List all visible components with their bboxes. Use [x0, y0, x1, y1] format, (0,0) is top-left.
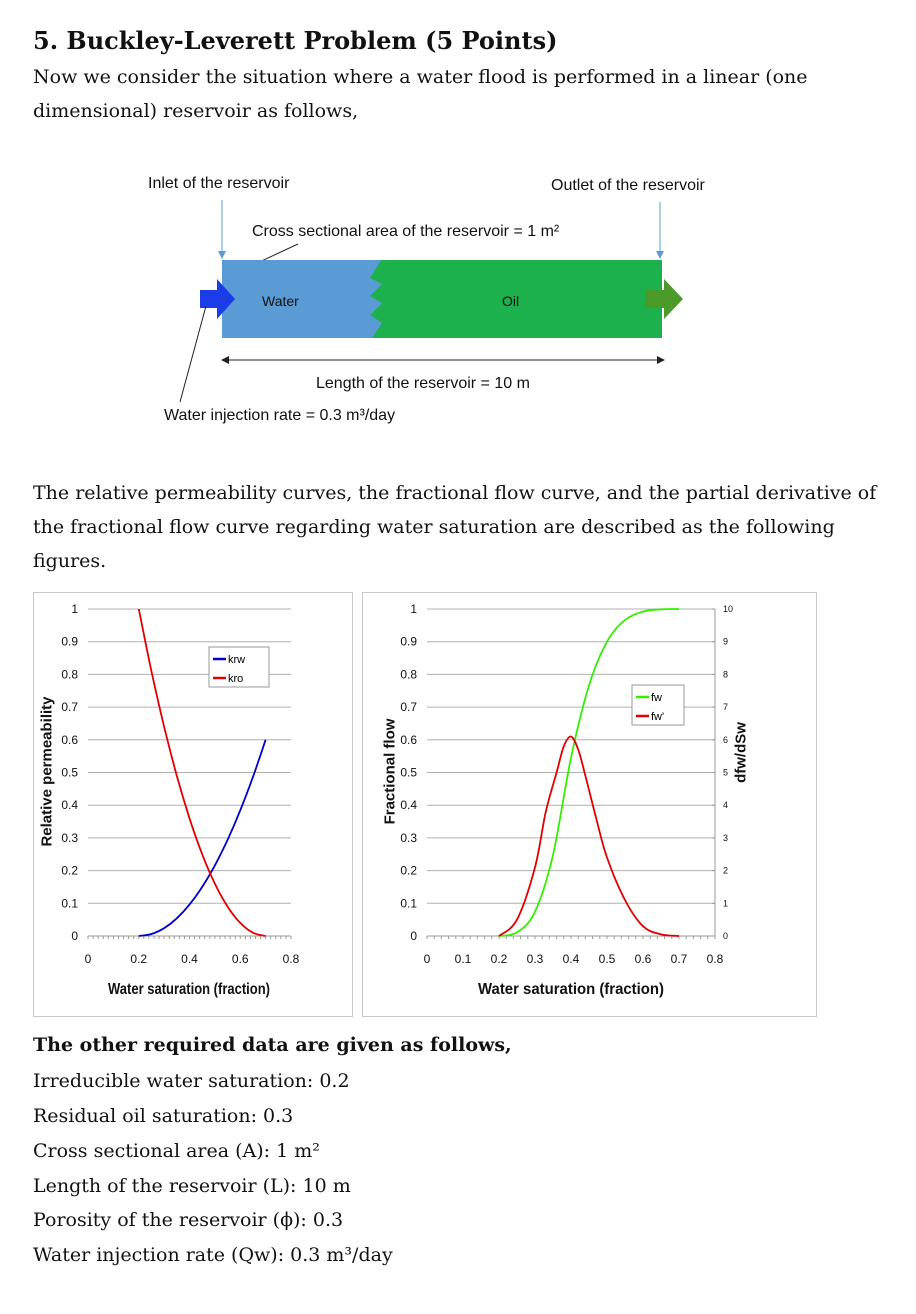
water-zone: [222, 260, 382, 338]
intro-paragraph: Now we consider the situation where a water flood is performed in a linear (one dimensional) reservoir as follows,: [33, 66, 808, 122]
other-data-heading: The other required data are given as follows,: [33, 1034, 512, 1056]
given-irreducible-water: Irreducible water saturation: 0.2: [33, 1070, 350, 1092]
c2-y-tick-label: 0.1: [400, 896, 417, 911]
c1-x-tick-label: 0.2: [130, 952, 148, 966]
c2-y-tick-label: 0.8: [400, 667, 417, 682]
relperm-y-axis-title: Relative permeability: [38, 696, 56, 847]
water-label: Water: [262, 293, 299, 309]
c2-y2-tick-label: 0: [723, 931, 729, 941]
c2-x-tick-label: 0.6: [634, 952, 652, 966]
c1-y-tick-label: 0.3: [61, 830, 78, 845]
c1-y-tick-label: 0: [71, 929, 78, 943]
given-porosity: Porosity of the reservoir (ϕ): 0.3: [33, 1209, 344, 1231]
given-residual-oil: Residual oil saturation: 0.3: [33, 1105, 294, 1127]
c2-y-tick-label: 0.3: [400, 830, 417, 845]
oil-label: Oil: [502, 293, 520, 309]
c1-x-tick-label: 0.4: [181, 952, 198, 966]
c2-y2-tick-label: 4: [723, 800, 729, 811]
c2-x-tick-label: 0.4: [562, 952, 580, 966]
c2-x-tick-label: 0.2: [490, 952, 508, 966]
given-length: Length of the reservoir (L): 10 m: [33, 1175, 351, 1197]
reservoir-schematic: [0, 160, 916, 440]
c2-y-tick-label: 0.5: [400, 765, 417, 780]
c2-y-tick-label: 0.7: [400, 700, 417, 715]
c2-x-tick-label: 0.1: [454, 952, 472, 966]
c2-x-tick-label: 0.7: [670, 952, 688, 966]
c2-x-tick-label: 0.5: [598, 952, 616, 966]
c2-y2-tick-label: 9: [723, 636, 729, 647]
fractional-flow-chart: [362, 592, 817, 1017]
c2-y-tick-label: 0.2: [400, 863, 417, 878]
area-label: Cross sectional area of the reservoir = 1 m²: [252, 223, 560, 240]
c1-y-tick-label: 0.8: [61, 667, 78, 682]
c2-y-tick-label: 1: [410, 602, 417, 616]
legend-kro-label: kro: [228, 673, 244, 685]
given-injection-rate: Water injection rate (Qw): 0.3 m³/day: [33, 1244, 393, 1266]
c2-y-tick-label: 0.4: [400, 798, 417, 813]
c1-y-tick-label: 0.7: [61, 700, 78, 715]
relperm-legend: [209, 647, 269, 687]
c1-x-tick-label: 0.8: [282, 952, 300, 966]
c2-y2-tick-label: 8: [723, 669, 729, 680]
length-label: Length of the reservoir = 10 m: [316, 375, 530, 392]
injection-pointer: [180, 306, 206, 402]
c2-x-tick-label: 0: [423, 952, 431, 966]
c2-y2-tick-label: 6: [723, 734, 729, 745]
fractional-flow-x-axis-label: Water saturation (fraction): [478, 981, 664, 998]
c1-x-tick-label: 0: [84, 952, 92, 966]
fractional-flow-y-axis-title: Fractional flow: [381, 718, 399, 825]
c1-x-tick-label: 0.6: [231, 952, 249, 966]
section-title: 5. Buckley-Leverett Problem (5 Points): [33, 26, 558, 55]
c1-y-tick-label: 0.2: [61, 863, 78, 878]
c1-y-tick-label: 0.9: [61, 634, 78, 649]
c2-y-tick-label: 0.9: [400, 634, 417, 649]
legend-fw-label: fw: [651, 692, 662, 704]
c2-y-tick-label: 0.6: [400, 732, 417, 747]
c2-y2-tick-label: 3: [723, 832, 729, 843]
c2-y2-tick-label: 2: [723, 865, 729, 876]
c1-y-tick-label: 0.1: [61, 896, 78, 911]
outlet-label: Outlet of the reservoir: [551, 177, 705, 194]
legend-fwprime-label: fw': [651, 711, 665, 723]
c2-y2-tick-label: 1: [723, 898, 729, 909]
c2-y2-tick-label: 7: [723, 702, 729, 713]
given-area: Cross sectional area (A): 1 m²: [33, 1140, 320, 1162]
c2-y-tick-label: 0: [410, 929, 417, 943]
c2-x-tick-label: 0.3: [526, 952, 544, 966]
relperm-chart: [33, 592, 353, 1017]
c1-y-tick-label: 1: [71, 602, 78, 616]
inlet-label: Inlet of the reservoir: [148, 175, 290, 192]
c1-y-tick-label: 0.4: [61, 798, 78, 813]
description-paragraph: The relative permeability curves, the fractional flow curve, and the partial derivative of the fractional flow curve regarding water saturation are described as the following figures.: [33, 482, 877, 572]
c1-y-tick-label: 0.6: [61, 732, 78, 747]
c2-y2-tick-label: 10: [723, 604, 734, 614]
legend-krw-label: krw: [228, 654, 246, 666]
derivative-y-axis-title: dfw/dSw: [732, 722, 750, 783]
fractional-flow-chart-frame: [363, 593, 817, 1017]
c2-x-tick-label: 0.8: [706, 952, 724, 966]
injection-label: Water injection rate = 0.3 m³/day: [164, 407, 396, 424]
c2-y2-tick-label: 5: [723, 767, 729, 778]
fractional-flow-legend: [632, 685, 684, 725]
relperm-x-axis-label: Water saturation (fraction): [108, 981, 270, 998]
c1-y-tick-label: 0.5: [61, 765, 78, 780]
